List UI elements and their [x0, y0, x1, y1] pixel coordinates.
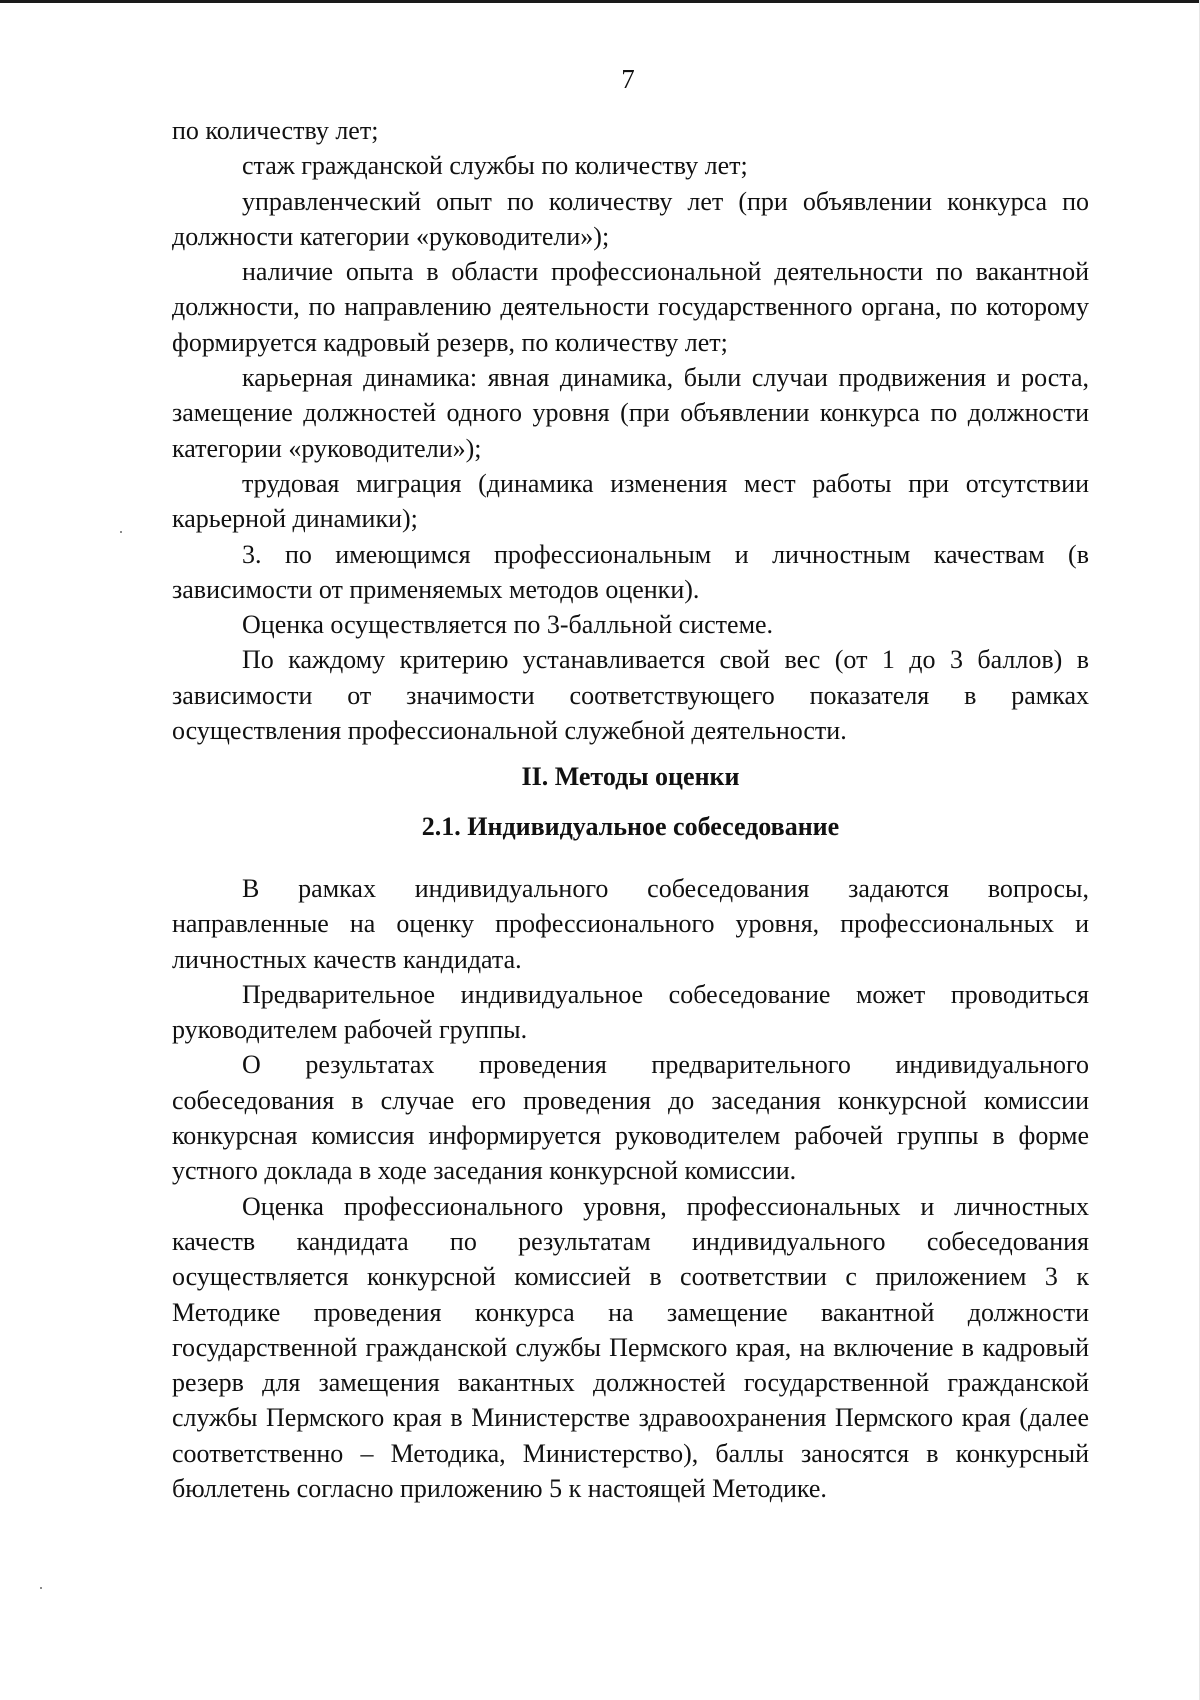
paragraph: В рамках индивидуального собеседования задаются вопросы, направленные на оценку профессионального уровня, профессиональных и личностных качеств кандидата.	[172, 873, 1089, 974]
paragraph: 3. по имеющимся профессиональным и личностным качествам (в зависимости от применяемых методов оценки).	[172, 539, 1089, 604]
paragraph: карьерная динамика: явная динамика, были случаи продвижения и роста, замещение должностей одного уровня (при объявлении конкурса по должности категории «руководители»);	[172, 363, 1089, 463]
paragraph: Оценка осуществляется по 3-балльной системе.	[242, 610, 774, 640]
paragraph: по количеству лет;	[172, 116, 379, 145]
subsection-heading: 2.1. Индивидуальное собеседование	[421, 811, 840, 841]
page-number: 7	[621, 64, 635, 94]
document-body	[172, 113, 1089, 1506]
paragraph: Оценка профессионального уровня, профессиональных и личностных качеств кандидата по результатам индивидуального собеседования осуществляется конкурсной комиссией в соответствии с приложением 3 к Методике проведения конкурса на замещение вакантной должности государственной гражданской службы Пермского края, на включение в кадровый резерв для замещения вакантных должностей государственной гражданской службы Пермского края в Министерстве здравоохранения Пермского края (далее соответственно – Методика, Министерство), баллы заносятся в конкурсный бюллетень согласно приложению 5 к настоящей Методике.	[172, 1191, 1089, 1503]
section-heading: II. Методы оценки	[521, 762, 740, 792]
paragraph: наличие опыта в области профессиональной деятельности по вакантной должности, по направлению деятельности государственного органа, по которому формируется кадровый резерв, по количеству лет;	[172, 257, 1089, 357]
scan-speck	[40, 1587, 42, 1589]
scan-speck	[120, 531, 122, 533]
paragraph: Предварительное индивидуальное собеседование может проводиться руководителем рабочей группы.	[172, 979, 1089, 1045]
page-top-border	[0, 0, 1200, 3]
paragraph: трудовая миграция (динамика изменения мест работы при отсутствии карьерной динамики);	[172, 468, 1089, 534]
paragraph: стаж гражданской службы по количеству лет;	[242, 151, 748, 181]
paragraph: управленческий опыт по количеству лет (при объявлении конкурса по должности категории «руководители»);	[172, 186, 1089, 251]
paragraph: По каждому критерию устанавливается свой вес (от 1 до 3 баллов) в зависимости от значимости соответствующего показателя в рамках осуществления профессиональной служебной деятельности.	[172, 645, 1089, 746]
paragraph: О результатах проведения предварительного индивидуального собеседования в случае его проведения до заседания конкурсной комиссии конкурсная комиссия информируется руководителем рабочей группы в форме устного доклада в ходе заседания конкурсной комиссии.	[172, 1050, 1089, 1186]
